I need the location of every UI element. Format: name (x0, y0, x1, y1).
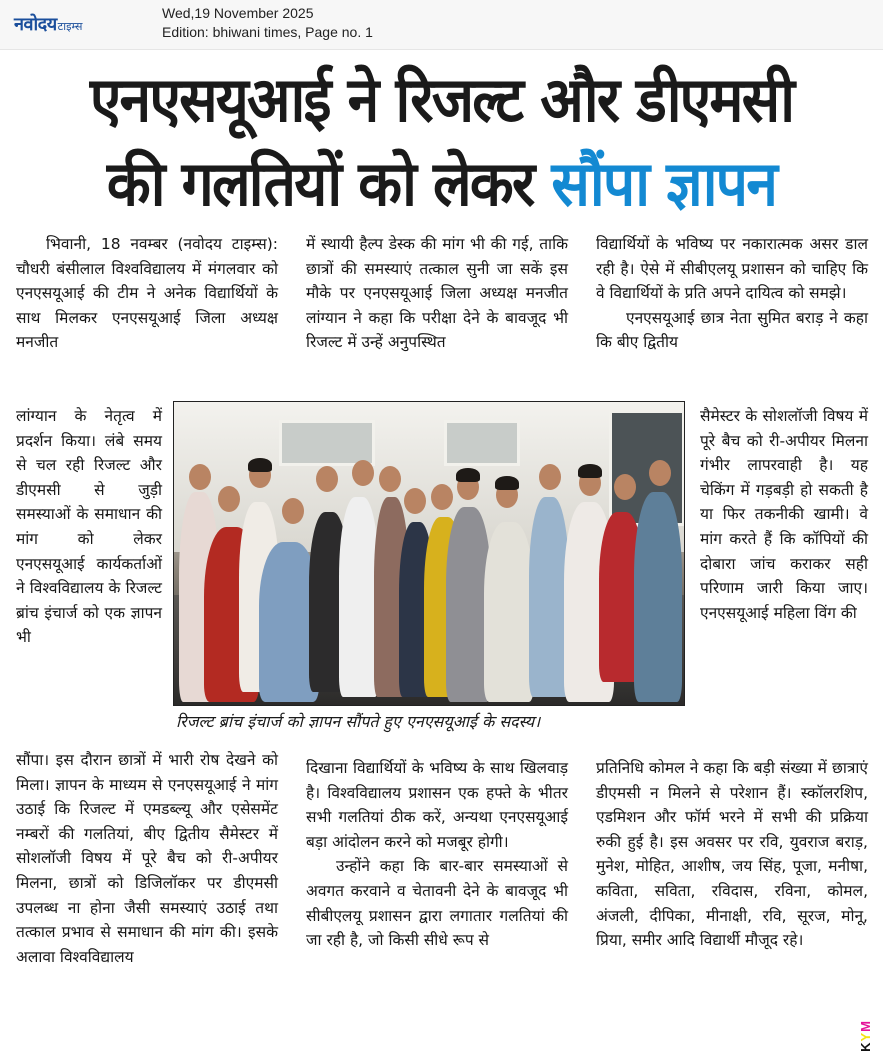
col3-narrow-text: सैमेस्टर के सोशलॉजी विषय में पूरे बैच को री-अपीयर मिलना गंभीर लापरवाही है। यह चेकिंग में गड़बड़ी हो सकती है या फिर तकनीकी खामी। वे मांग करते हैं कि कॉपियों की दोबारा जांच कराकर सही परिणाम जारी किया जाए। एनएसयूआई महिला विंग की (700, 407, 868, 622)
photo-hair (495, 476, 519, 490)
photo-hair (456, 468, 480, 482)
headline-accent-text: सौंपा ज्ञापन (551, 147, 777, 220)
col1-top-text: भिवानी, 18 नवम्बर (नवोदय टाइम्स): चौधरी बंसीलाल विश्वविद्यालय में मंगलवार को एनएसयूआई की टीम ने अनेक विद्यार्थियों के साथ मिलकर एनएसयूआई जिला अध्यक्ष मनजीत (16, 235, 278, 352)
photo-head (316, 466, 338, 492)
photo-head (431, 484, 453, 510)
publication-date: Wed,19 November 2025 (162, 5, 314, 21)
print-mark-k: K (858, 1041, 873, 1052)
photo-caption: रिजल्ट ब्रांच इंचार्ज को ज्ञापन सौंपते हुए एनएसयूआई के सदस्य। (176, 712, 541, 731)
logo-sub-text: टाइम्स (57, 20, 83, 33)
headline (35, 58, 847, 226)
photo-head (282, 498, 304, 524)
print-mark-y: Y (858, 1031, 873, 1042)
photo-head (539, 464, 561, 490)
photo-head (189, 464, 211, 490)
column-3-narrow (700, 404, 868, 625)
col1-bottom-text: सौंपा। इस दौरान छात्रों में भारी रोष देखने को मिला। ज्ञापन के माध्यम से एनएसयूआई ने मांग उठाई कि रिजल्ट में एमडब्ल्यू और एसेसमेंट नम्बरों की गलतियां, बीए द्वितीय सैमेस्टर में सोशलॉजी विषय में पूरे बैच को री-अपीयर मिलना, छात्रों को डिजिलॉकर पर डीएमसी उपलब्ध ना होना जैसी समस्याएं उठाई तथा तत्काल प्रभाव से समाधान की मांग की। इसके अलावा विश्वविद्यालय (16, 751, 278, 966)
newspaper-logo[interactable] (14, 12, 82, 36)
photo-person (634, 492, 682, 702)
headline-line-1: एनएसयूआई ने रिजल्ट और डीएमसी (89, 63, 794, 136)
logo-main-text: नवोदय (14, 14, 57, 35)
photo-head (649, 460, 671, 486)
column-1-narrow (16, 404, 162, 650)
col2-top-text: में स्थायी हैल्प डेस्क की मांग भी की गई, ताकि छात्रों की समस्याएं तत्काल सुनी जा सकें इस मौके पर एनएसयूआई जिला अध्यक्ष मनजीत लांग्यान ने कहा कि परीक्षा देने के बावजूद भी रिजल्ट में उन्हें अनुपस्थित (306, 235, 568, 352)
photo-head (614, 474, 636, 500)
edition-info: Edition: bhiwani times, Page no. 1 (162, 24, 373, 40)
photo-window (444, 420, 520, 466)
col1-narrow-text: लांग्यान के नेतृत्व में प्रदर्शन किया। लंबे समय से चल रही रिजल्ट और डीएमसी से जुड़ी समस्याओं के समाधान की मांग को लेकर एनएसयूआई कार्यकर्ताओं ने विश्वविद्यालय के रिजल्ट ब्रांच इंचार्ज को एक ज्ञापन भी (16, 407, 162, 647)
column-3-top (596, 232, 868, 355)
col3-top-p1: विद्यार्थियों के भविष्य पर नकारात्मक असर डाल रही है। ऐसे में सीबीएलयू प्रशासन को चाहिए कि वे विद्यार्थियों के प्रति अपने दायित्व को समझे। (596, 235, 868, 303)
col3-top-p2: एनएसयूआई छात्र नेता सुमित बराड़ ने कहा कि बीए द्वितीय (596, 308, 868, 352)
photo-person (529, 497, 569, 697)
photo-window (279, 420, 375, 466)
photo-person (339, 497, 379, 697)
edition-meta (162, 4, 373, 42)
photo-hair (578, 464, 602, 478)
col2-bottom-p2: उन्होंने कहा कि बार-बार समस्याओं से अवगत करवाने व चेतावनी देने के बावजूद भी सीबीएलयू प्रशासन द्वारा लगातार गलतियां की जा रही है, जो किसी सीधे रूप से (306, 857, 568, 950)
column-1-bottom (16, 748, 278, 969)
photo-person (484, 522, 534, 702)
column-2-bottom (306, 756, 568, 953)
print-color-marks (858, 1020, 873, 1052)
photo-head (379, 466, 401, 492)
headline-line-2-text: की गलतियों को लेकर (106, 147, 552, 220)
column-2-top (306, 232, 568, 355)
headline-line-2 (35, 142, 847, 226)
col3-bottom-text: प्रतिनिधि कोमल ने कहा कि बड़ी संख्या में छात्राएं डीएमसी न मिलने से परेशान हैं। स्कॉलरशिप, एडमिशन और फॉर्म भरने में सभी की प्रक्रिया रुकी हुई है। इस अवसर पर रवि, युवराज बराड़, मुनेश, मोहित, आशीष, जय सिंह, पूजा, मनीषा, कविता, सविता, रविदास, रविना, कोमल, अंजली, दीपिका, मीनाक्षी, रवि, सूरज, मोनू, प्रिया, समीर आदि विद्यार्थी मौजूद रहे। (596, 759, 868, 950)
column-1-top (16, 232, 278, 355)
column-3-bottom (596, 756, 868, 953)
photo-head (352, 460, 374, 486)
photo-hair (248, 458, 272, 472)
photo-head (404, 488, 426, 514)
photo-head (218, 486, 240, 512)
print-mark-m: M (858, 1020, 873, 1032)
top-bar (0, 0, 883, 50)
news-photo[interactable] (173, 401, 685, 706)
col2-bottom-p1: दिखाना विद्यार्थियों के भविष्य के साथ खिलवाड़ है। विश्वविद्यालय प्रशासन एक हफ्ते के भीतर सभी गलतियां ठीक करें, अन्यथा एनएसयूआई बड़ा आंदोलन करने को मजबूर होगी। (306, 759, 568, 851)
